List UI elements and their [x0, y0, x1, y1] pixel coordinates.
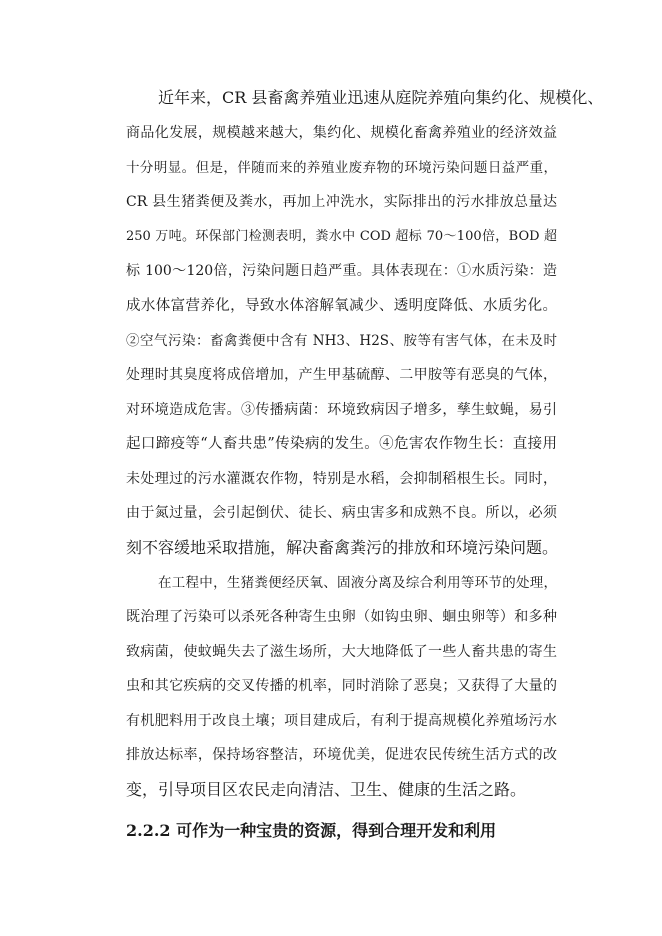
paragraph-1-line-3: 十分明显。但是，伴随而来的养殖业废弃物的环境污染问题日益严重， [126, 160, 557, 176]
paragraph-2-line-3: 致病菌，使蚊蝇失去了滋生场所，大大地降低了一些人畜共患的寄生 [126, 644, 557, 660]
paragraph-1-line-13: 由于氮过量，会引起倒伏、徒长、病虫害多和成熟不良。所以，必须 [126, 505, 557, 521]
paragraph-2-line-5: 有机肥料用于改良土壤；项目建成后，有利于提高规模化养殖场污水 [126, 713, 557, 729]
paragraph-1-line-1: 近年来，CR 县畜禽养殖业迅速从庭院养殖向集约化、规模化、 [158, 88, 604, 107]
paragraph-1-line-10: 对环境造成危害。③传播病菌：环境致病因子增多，孳生蚊蝇，易引 [126, 402, 557, 418]
paragraph-1-line-11: 起口蹄疫等“人畜共患”传染病的发生。④危害农作物生长：直接用 [126, 436, 557, 452]
paragraph-1-line-5: 250 万吨。环保部门检测表明，粪水中 COD 超标 70～100倍，BOD 超 [126, 229, 557, 244]
paragraph-1-line-14: 刻不容缓地采取措施，解决畜禽粪污的排放和环境污染问题。 [126, 538, 559, 557]
paragraph-2-line-1: 在工程中，生猪粪便经厌氧、固液分离及综合利用等环节的处理， [158, 575, 557, 591]
paragraph-2-line-2: 既治理了污染可以杀死各种寄生虫卵（如钩虫卵、蛔虫卵等）和多种 [126, 609, 557, 625]
paragraph-1-line-8: ②空气污染：畜禽粪便中含有 NH3、H2S、胺等有害气体，在未及时 [126, 333, 557, 349]
paragraph-1-line-6: 标 100～120倍，污染问题日趋严重。具体表现在：①水质污染：造 [126, 263, 557, 279]
paragraph-1-line-4: CR 县生猪粪便及粪水，再加上冲洗水，实际排出的污水排放总量达 [126, 194, 557, 210]
paragraph-2-line-4: 虫和其它疾病的交叉传播的机率，同时消除了恶臭；又获得了大量的 [126, 678, 557, 694]
paragraph-2-line-7: 变，引导项目区农民走向清洁、卫生、健康的生活之路。 [126, 780, 527, 799]
paragraph-1-line-12: 未处理过的污水灌溉农作物，特别是水稻，会抑制稻根生长。同时， [126, 471, 557, 487]
section-heading: 2.2.2 可作为一种宝贵的资源，得到合理开发和利用 [126, 821, 497, 840]
paragraph-1-line-2: 商品化发展，规模越来越大，集约化、规模化畜禽养殖业的经济效益 [126, 125, 557, 141]
paragraph-1-line-9: 处理时其臭度将成倍增加，产生甲基硫醇、二甲胺等有恶臭的气体， [126, 367, 557, 383]
paragraph-1-line-7: 成水体富营养化，导致水体溶解氧减少、透明度降低、水质劣化。 [126, 298, 557, 314]
paragraph-2-line-6: 排放达标率，保持场容整洁，环境优美，促进农民传统生活方式的改 [126, 747, 557, 763]
